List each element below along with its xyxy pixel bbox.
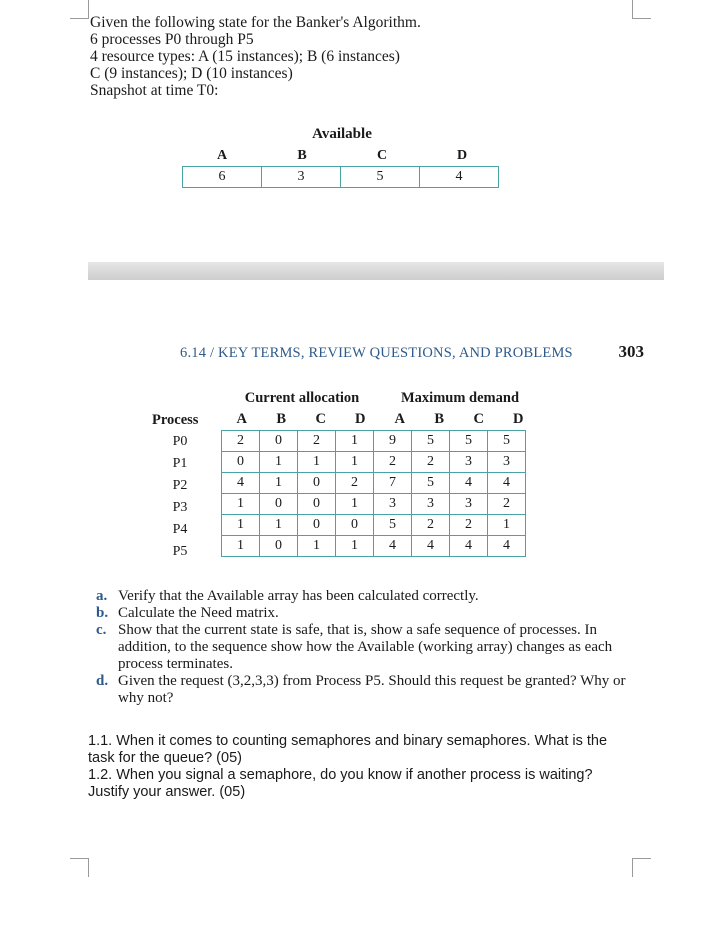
- available-cell: 3: [262, 167, 341, 188]
- table-row: [222, 452, 526, 473]
- table-cell: 0: [298, 515, 336, 536]
- table-row: [222, 536, 526, 557]
- table-cell: 4: [374, 536, 412, 557]
- available-cell: 5: [341, 167, 420, 188]
- intro-text: [90, 14, 421, 99]
- intro-line: C (9 instances); D (10 instances): [90, 65, 293, 82]
- table-cell: 1: [336, 452, 374, 473]
- table-cell: 0: [336, 515, 374, 536]
- allocation-demand-table: [221, 430, 526, 557]
- question-text: Given the request (3,2,3,3) from Process P5. Should this request be granted? Why or why not?: [118, 673, 626, 706]
- table-cell: 3: [488, 452, 526, 473]
- list-item: [96, 673, 648, 707]
- process-label: P5: [172, 544, 188, 559]
- column-header: D: [355, 411, 366, 427]
- question-1-1: 1.1. When it comes to counting semaphores and binary semaphores. What is the task for the queue? (05): [88, 733, 608, 766]
- question-1-2: 1.2. When you signal a semaphore, do you know if another process is waiting? Justify your answer. (05): [88, 767, 593, 800]
- column-header: C: [315, 411, 326, 427]
- table-cell: 1: [222, 536, 260, 557]
- table-cell: 3: [450, 452, 488, 473]
- intro-line: Given the following state for the Banker's Algorithm.: [90, 14, 421, 31]
- table-cell: 2: [222, 431, 260, 452]
- table-row: [222, 494, 526, 515]
- process-label: P3: [172, 500, 188, 515]
- list-item: [96, 605, 648, 622]
- column-header: C: [473, 411, 484, 427]
- table-cell: 5: [488, 431, 526, 452]
- process-label: P1: [172, 456, 188, 471]
- available-header: C: [376, 148, 388, 163]
- question-label: b.: [96, 605, 109, 621]
- page-divider: [88, 262, 664, 280]
- question-label: c.: [96, 622, 107, 638]
- table-cell: 1: [222, 515, 260, 536]
- intro-line: Snapshot at time T0:: [90, 82, 219, 99]
- list-item: [96, 588, 648, 605]
- table-cell: 2: [336, 473, 374, 494]
- column-header: A: [236, 411, 247, 427]
- crop-mark-bottom-left: [70, 858, 89, 877]
- available-header: B: [297, 148, 307, 163]
- section-header: [180, 342, 644, 362]
- available-header: A: [216, 148, 228, 163]
- available-headers: [182, 148, 502, 164]
- table-cell: 0: [298, 494, 336, 515]
- question-text: Calculate the Need matrix.: [118, 605, 279, 621]
- table-cell: 4: [412, 536, 450, 557]
- section-title: 6.14 / KEY TERMS, REVIEW QUESTIONS, AND PROBLEMS: [180, 345, 573, 361]
- table-cell: 2: [412, 452, 450, 473]
- table-cell: 1: [336, 536, 374, 557]
- table-cell: 2: [374, 452, 412, 473]
- table-cell: 2: [412, 515, 450, 536]
- available-header: D: [456, 148, 468, 163]
- table-cell: 1: [298, 536, 336, 557]
- crop-mark-bottom-right: [632, 858, 651, 877]
- table-cell: 0: [260, 494, 298, 515]
- table-cell: 5: [412, 431, 450, 452]
- process-column-heading: Process: [152, 412, 199, 428]
- table-cell: 3: [374, 494, 412, 515]
- column-header: B: [276, 411, 287, 427]
- table-cell: 0: [222, 452, 260, 473]
- table-cell: 1: [488, 515, 526, 536]
- intro-line: 6 processes P0 through P5: [90, 31, 254, 48]
- extra-questions: [88, 733, 628, 801]
- table-cell: 4: [488, 473, 526, 494]
- resource-column-headers: [222, 411, 538, 428]
- table-cell: 5: [412, 473, 450, 494]
- page-number: 303: [618, 342, 644, 361]
- table-cell: 1: [298, 452, 336, 473]
- table-cell: 2: [298, 431, 336, 452]
- table-cell: 0: [298, 473, 336, 494]
- table-cell: 1: [336, 494, 374, 515]
- column-header: A: [394, 411, 405, 427]
- current-allocation-heading: Current allocation: [244, 390, 360, 406]
- question-text: Show that the current state is safe, that is, show a safe sequence of processes. In addition, to the sequence show how the Available (working array) changes as each process terminates.: [118, 622, 613, 672]
- list-item: [96, 622, 648, 673]
- table-cell: 4: [488, 536, 526, 557]
- question-label: d.: [96, 673, 109, 689]
- table-cell: 5: [374, 515, 412, 536]
- process-label: P0: [172, 434, 188, 449]
- table-cell: 2: [488, 494, 526, 515]
- table-cell: 1: [336, 431, 374, 452]
- table-cell: 1: [222, 494, 260, 515]
- question-text: Verify that the Available array has been calculated correctly.: [118, 588, 479, 604]
- question-label: a.: [96, 588, 108, 604]
- available-cell: 4: [420, 167, 499, 188]
- available-title: Available: [312, 126, 372, 142]
- table-cell: 5: [450, 431, 488, 452]
- crop-mark-top-right: [632, 0, 651, 19]
- questions-list: [96, 588, 648, 707]
- column-header: B: [434, 411, 445, 427]
- table-cell: 0: [260, 431, 298, 452]
- table-cell: 4: [450, 473, 488, 494]
- table-cell: 4: [222, 473, 260, 494]
- table-cell: 3: [412, 494, 450, 515]
- available-table: [182, 166, 499, 188]
- process-label: P4: [172, 522, 188, 537]
- table-cell: 7: [374, 473, 412, 494]
- table-row: [222, 431, 526, 452]
- table-cell: 1: [260, 515, 298, 536]
- table-cell: 2: [450, 515, 488, 536]
- table-row: [222, 473, 526, 494]
- process-label: P2: [172, 478, 188, 493]
- maximum-demand-heading: Maximum demand: [400, 390, 520, 406]
- table-row: [222, 515, 526, 536]
- table-cell: 0: [260, 536, 298, 557]
- table-cell: 1: [260, 473, 298, 494]
- table-cell: 4: [450, 536, 488, 557]
- table-cell: 1: [260, 452, 298, 473]
- column-header: D: [513, 411, 524, 427]
- available-cell: 6: [183, 167, 262, 188]
- table-cell: 9: [374, 431, 412, 452]
- intro-line: 4 resource types: A (15 instances); B (6 instances): [90, 48, 400, 65]
- crop-mark-top-left: [70, 0, 89, 19]
- table-cell: 3: [450, 494, 488, 515]
- process-names: [160, 431, 200, 563]
